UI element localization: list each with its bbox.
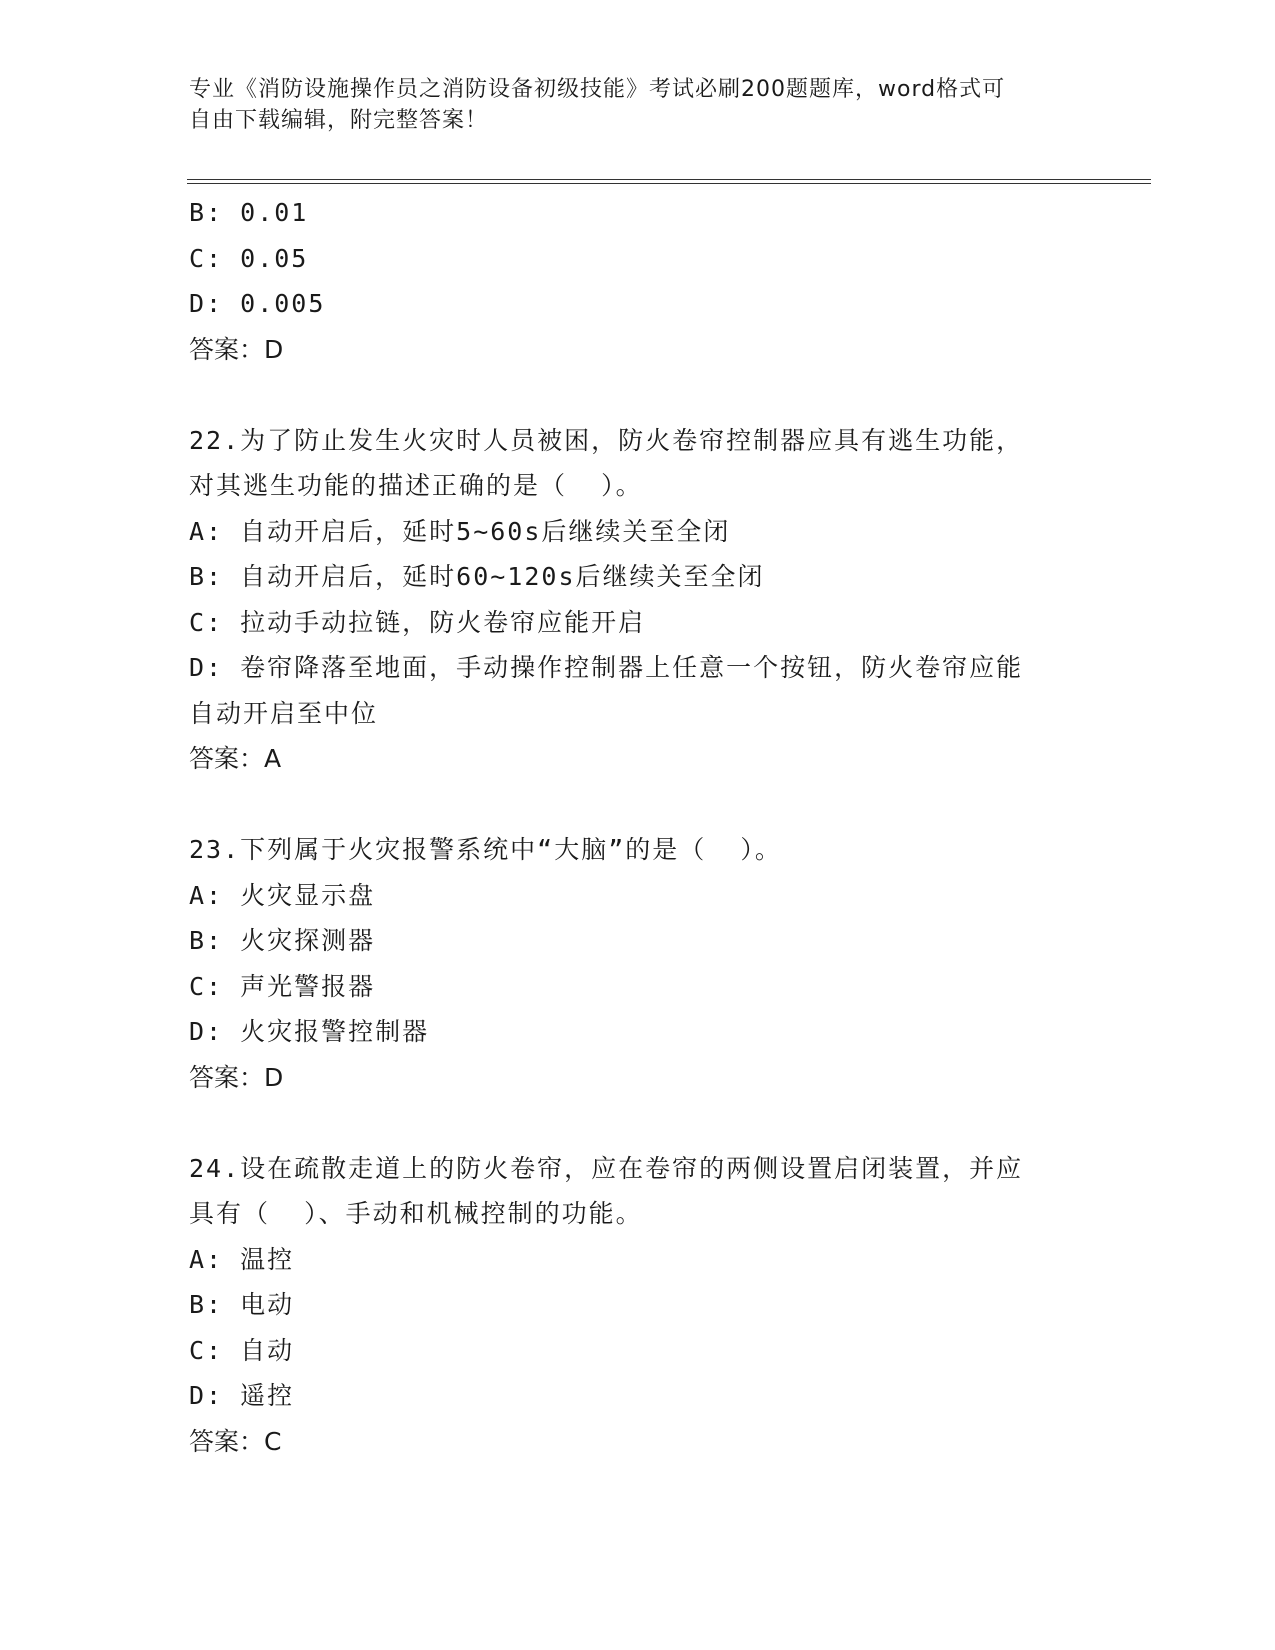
option-a: A: 自动开启后，延时5~60s后继续关至全闭 <box>189 516 731 546</box>
option-c: C: 拉动手动拉链，防火卷帘应能开启 <box>189 607 646 637</box>
question-stem-continued: 对其逃生功能的描述正确的是（ ）。 <box>189 471 643 500</box>
option-b: B: 0.01 <box>189 198 309 227</box>
spacer <box>189 782 1089 828</box>
option-b: B: 自动开启后，延时60~120s后继续关至全闭 <box>189 562 765 591</box>
option-b: B: 电动 <box>189 1290 295 1319</box>
header-title-line-2: 自由下载编辑，附完整答案！ <box>189 108 489 133</box>
question-stem: 24.设在疏散走道上的防火卷帘，应在卷帘的两侧设置启闭装置，并应 <box>189 1153 1024 1183</box>
option-d: D: 0.005 <box>189 289 326 318</box>
spacer <box>189 372 1089 418</box>
option-a: A: 火灾显示盘 <box>189 880 376 910</box>
answer: 答案：A <box>189 744 282 773</box>
header-rule-top <box>187 179 1151 180</box>
question-stem-continued: 具有（ ）、手动和机械控制的功能。 <box>189 1199 643 1228</box>
question-stem: 22.为了防止发生火灾时人员被困，防火卷帘控制器应具有逃生功能， <box>189 425 1024 455</box>
option-c: C: 自动 <box>189 1335 295 1365</box>
question-stem: 23.下列属于火灾报警系统中“大脑”的是（ ）。 <box>189 835 782 864</box>
answer: 答案：C <box>189 1426 282 1456</box>
option-a: A: 温控 <box>189 1244 295 1274</box>
option-c: C: 0.05 <box>189 243 309 273</box>
document-header <box>189 74 1069 136</box>
header-title-line-1: 专业《消防设施操作员之消防设备初级技能》考试必刷200题题库，word格式可 <box>189 77 1006 102</box>
option-d: D: 遥控 <box>189 1381 295 1410</box>
answer: 答案：D <box>189 334 284 364</box>
option-d: D: 火灾报警控制器 <box>189 1017 430 1046</box>
option-c: C: 声光警报器 <box>189 971 376 1001</box>
question-21-tail <box>189 190 1089 372</box>
option-d-continued: 自动开启至中位 <box>189 698 379 728</box>
document-body <box>189 190 1089 1464</box>
question-23 <box>189 827 1089 1100</box>
option-d: D: 卷帘降落至地面，手动操作控制器上任意一个按钮，防火卷帘应能 <box>189 653 1024 682</box>
answer: 答案：D <box>189 1062 284 1092</box>
spacer <box>189 1100 1089 1146</box>
header-rule-bottom <box>187 183 1151 184</box>
option-b: B: 火灾探测器 <box>189 926 376 955</box>
question-22 <box>189 418 1089 782</box>
question-24 <box>189 1146 1089 1465</box>
